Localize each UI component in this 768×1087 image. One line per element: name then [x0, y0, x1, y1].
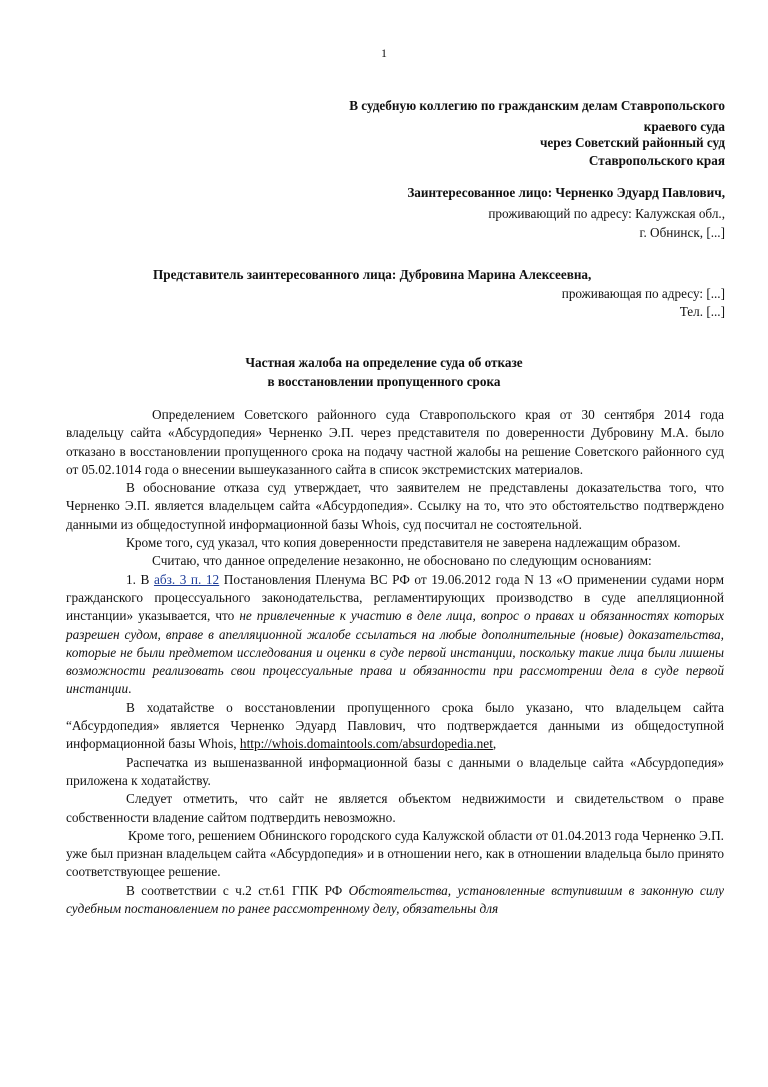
paragraph-text: .	[128, 681, 132, 697]
paragraph: В обоснование отказа суд утверждает, что заявителем не представлены доказательства того, что Черненко Э.П. является владельцем сайта «Абсурдопедия». Ссылку на то, что это обстоятельство подтверждено данными из общедоступной информационной базы Whois, суд посчитал не состоятельной.	[66, 480, 724, 532]
paragraph: Кроме того, решением Обнинского городского суда Калужской области от 01.04.2013 года Черненко Э.П. уже был признан владельцем сайта «Абсурдопедия» и в отношении него, как в отношении владельца было принято соответствующее решение.	[66, 827, 724, 880]
paragraph	[66, 882, 724, 919]
quoted-text: не привлеченные к участию в деле лица, вопрос о правах и обязанностях которых разрешен судом, вправе в апелляционной жалобе ссылаться на любые дополнительные (новые) доказательства, которые не были предметом исследования и оценки в суде первой инстанции, поскольку такие лица были лишены возможности реализовать свои процессуальные права и обязанности при рассмотрении дела в суде первой инстанции	[66, 608, 724, 697]
paragraph: Определением Советского районного суда Ставропольского края от 30 сентября 2014 года владельцу сайта «Абсурдопедия» Черненко Э.П. через представителя по доверенности Дубровину М.А. было отказано в восстановлении пропущенного срока на подачу частной жалобы на решение Советского районного суд от 05.02.1014 года о внесении вышеуказанного сайта в список экстремистских материалов.	[66, 407, 724, 477]
via-court-line-1: через Советский районный суд	[539, 135, 725, 150]
via-court-line-2: Ставропольского края	[588, 153, 725, 168]
paragraph: Следует отметить, что сайт не является объектом недвижимости и свидетельством о праве собственности владение сайтом подтвердить невозможно.	[66, 791, 724, 825]
representative-address: проживающая по адресу: [...]	[561, 286, 725, 301]
document-title-line-1: Частная жалоба на определение суда об отказе	[245, 355, 523, 370]
whois-link[interactable]: http://whois.domaintools.com/absurdopedia.net	[239, 736, 493, 752]
addressee-line-2: краевого суда	[643, 119, 725, 134]
document-body	[66, 406, 724, 918]
paragraph: Распечатка из вышеназванной информационной базы с данными о владельце сайта «Абсурдопедия» приложена к ходатайству.	[66, 754, 724, 788]
paragraph-text: В соответствии с ч.2 ст.61 ГПК РФ	[126, 882, 349, 898]
addressee-line-1: В судебную коллегию по гражданским делам Ставропольского	[349, 98, 725, 113]
representative-phone: Тел. [...]	[679, 304, 725, 319]
paragraph-text: 1. В	[126, 571, 154, 587]
quoted-text: Обстоятельства, установленные вступившим в законную силу судебным постановлением по ранее рассмотренному делу, обязательны для	[66, 882, 724, 917]
resolution-link[interactable]: абз. 3 п. 12	[153, 571, 220, 587]
paragraph	[66, 571, 724, 699]
paragraph: Кроме того, суд указал, что копия доверенности представителя не заверена надлежащим образом.	[126, 535, 681, 551]
paragraph	[66, 699, 724, 754]
paragraph-text: ,	[492, 736, 497, 752]
interested-party-address-1: проживающий по адресу: Калужская обл.,	[488, 206, 725, 221]
representative: Представитель заинтересованного лица: Дубровина Марина Алексеевна,	[153, 267, 592, 282]
interested-party-address-2: г. Обнинск, [...]	[639, 225, 725, 240]
page-number: 1	[381, 46, 387, 60]
interested-party: Заинтересованное лицо: Черненко Эдуард Павлович,	[407, 185, 725, 200]
paragraph-text: В ходатайстве о восстановлении пропущенного срока было указано, что владельцем сайта “Абсурдопедия» является Черненко Эдуард Павлович, что подтверждается данными из общедоступной информационной базы Whois,	[66, 699, 724, 752]
paragraph-text: Постановления Пленума ВС РФ от 19.06.2012 года N 13 «О применении судами норм гражданского процессуального законодательства, регламентирующих производство в суде апелляционной инстанции» указывается, что	[66, 571, 724, 624]
document-title-line-2: в восстановлении пропущенного срока	[267, 374, 501, 389]
paragraph: Считаю, что данное определение незаконно, не обосновано по следующим основаниям:	[152, 553, 652, 569]
